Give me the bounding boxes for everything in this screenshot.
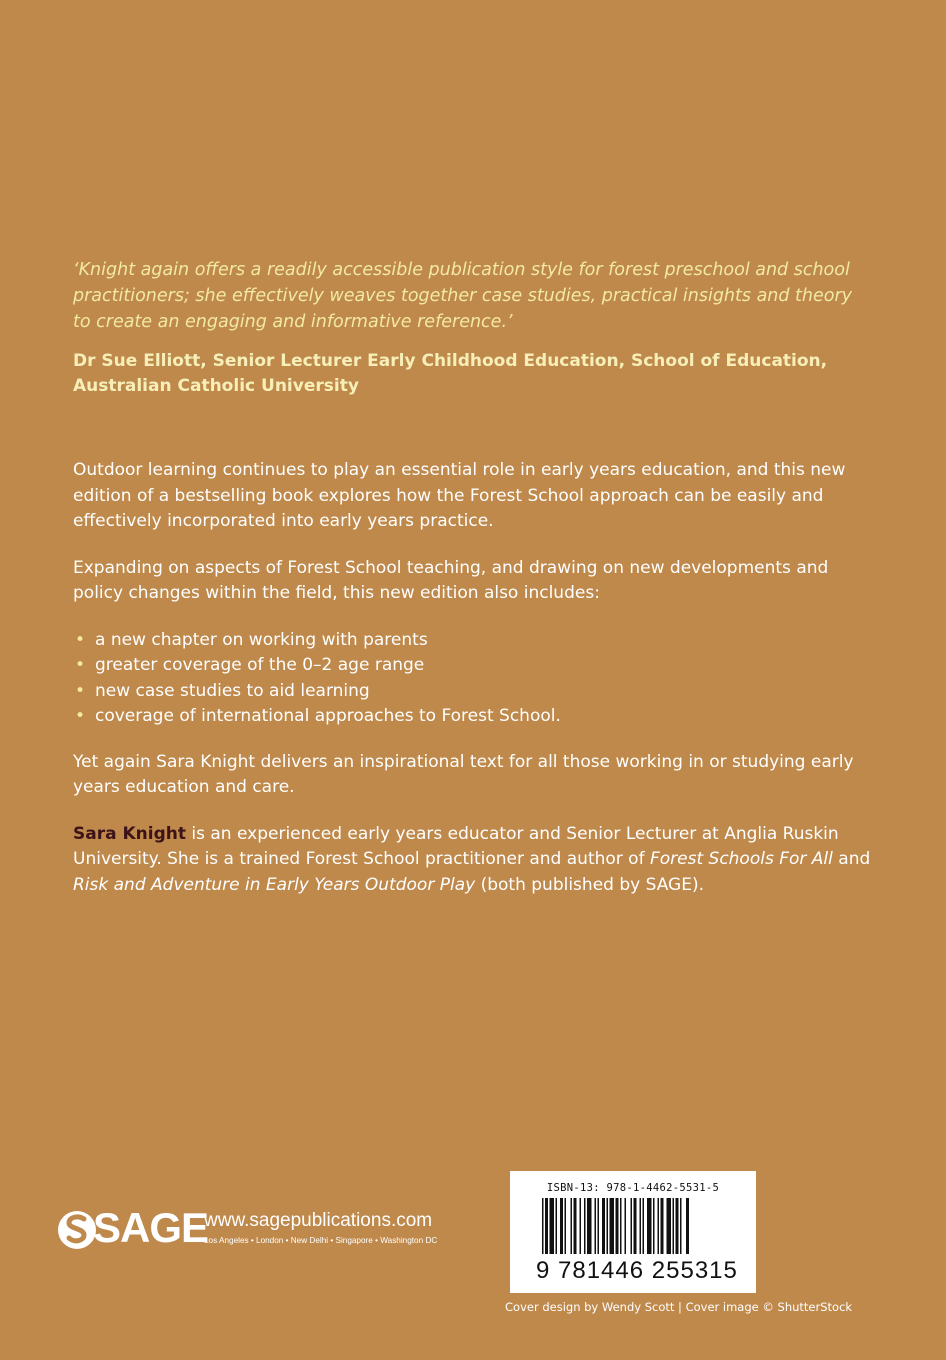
endorsement-attribution: Dr Sue Elliott, Senior Lecturer Early Childhood Education, School of Education, Australian Catholic University — [73, 351, 828, 396]
barcode-bar — [595, 1198, 597, 1254]
barcode-bar — [643, 1198, 645, 1254]
barcode-bar — [607, 1198, 609, 1254]
barcode-bar — [610, 1198, 615, 1254]
list-item: • new case studies to aid learning — [73, 679, 873, 705]
barcode-bar — [634, 1198, 637, 1254]
list-item: • greater coverage of the 0–2 age range — [73, 653, 873, 679]
blurb-expanding: Expanding on aspects of Forest School teaching, and drawing on new developments and policy changes within the field, this new edition also includes: — [73, 557, 829, 603]
publisher-cities: Los Angeles • London • New Delhi • Singapore • Washington DC — [204, 1236, 438, 1245]
endorsement-quote: ‘Knight again offers a readily accessible publication style for forest preschool and school practitioners; she effectively weaves together case studies, practical insights and theory to create an engaging and informative reference.’ — [73, 260, 853, 332]
feature-list — [73, 628, 873, 730]
bullet-icon: • — [75, 655, 86, 675]
barcode-bars — [540, 1198, 732, 1262]
barcode-bar — [676, 1198, 679, 1254]
list-item: • coverage of international approaches to Forest School. — [73, 704, 873, 730]
barcode-bar — [571, 1198, 573, 1254]
barcode-bar — [560, 1198, 563, 1254]
bullet-icon: • — [75, 706, 86, 726]
barcode-bar — [667, 1198, 672, 1254]
barcode-bar — [616, 1198, 619, 1254]
barcode-bar — [556, 1198, 558, 1254]
barcode-bar — [542, 1198, 544, 1254]
list-item: • a new chapter on working with parents — [73, 628, 873, 654]
publisher-url[interactable]: www.sagepublications.com — [204, 1210, 433, 1231]
publisher-wordmark: SAGE — [93, 1204, 209, 1251]
barcode-bar — [587, 1198, 592, 1254]
barcode-bar — [625, 1198, 627, 1254]
barcode-bar — [545, 1198, 548, 1254]
barcode-bar — [620, 1198, 622, 1254]
barcode-bar — [653, 1198, 655, 1254]
barcode-bar — [686, 1198, 689, 1254]
barcode-bar — [661, 1198, 664, 1254]
blurb — [73, 458, 873, 919]
barcode-bar — [680, 1198, 682, 1254]
barcode-bar — [598, 1198, 600, 1254]
book-title: Forest Schools For All — [649, 849, 833, 869]
barcode-bar — [631, 1198, 633, 1254]
barcode-bar — [658, 1198, 660, 1254]
isbn-label: ISBN-13: 978-1-4462-5531-5 — [546, 1182, 720, 1194]
barcode-digits: 9 781446 255315 — [536, 1257, 738, 1284]
book-title: Risk and Adventure in Early Years Outdoor Play — [73, 874, 476, 895]
blurb-intro: Outdoor learning continues to play an essential role in early years education, and this new edition of a bestselling book explores how the Forest School approach can be easily and effectively incorporated into early years practice. — [73, 460, 846, 531]
bullet-icon: • — [75, 629, 86, 650]
barcode-bar — [640, 1198, 642, 1254]
barcode-bar — [602, 1198, 605, 1254]
bullet-icon: • — [75, 680, 86, 701]
publisher-logo — [57, 1205, 487, 1255]
barcode — [510, 1171, 756, 1293]
author-name: Sara Knight — [73, 823, 186, 844]
barcode-bar — [550, 1198, 555, 1254]
barcode-bar — [565, 1198, 567, 1254]
cover-credits: Cover design by Wendy Scott | Cover image © ShutterStock — [505, 1300, 853, 1314]
endorsement — [73, 257, 873, 399]
blurb-closing: Yet again Sara Knight delivers an inspirational text for all those working in or studying early years education and care. — [73, 751, 854, 797]
author-bio: Sara Knight is an experienced early years educator and Senior Lecturer at Anglia Ruskin University. She is a trained Forest School practitioner and author of Forest Schools For All and Risk and Adventure in Early Years Outdoor Play (both published by SAGE). — [73, 823, 871, 895]
barcode-bar — [574, 1198, 577, 1254]
barcode-bar — [673, 1198, 675, 1254]
barcode-bar — [647, 1198, 652, 1254]
barcode-bar — [580, 1198, 582, 1254]
barcode-bar — [584, 1198, 586, 1254]
